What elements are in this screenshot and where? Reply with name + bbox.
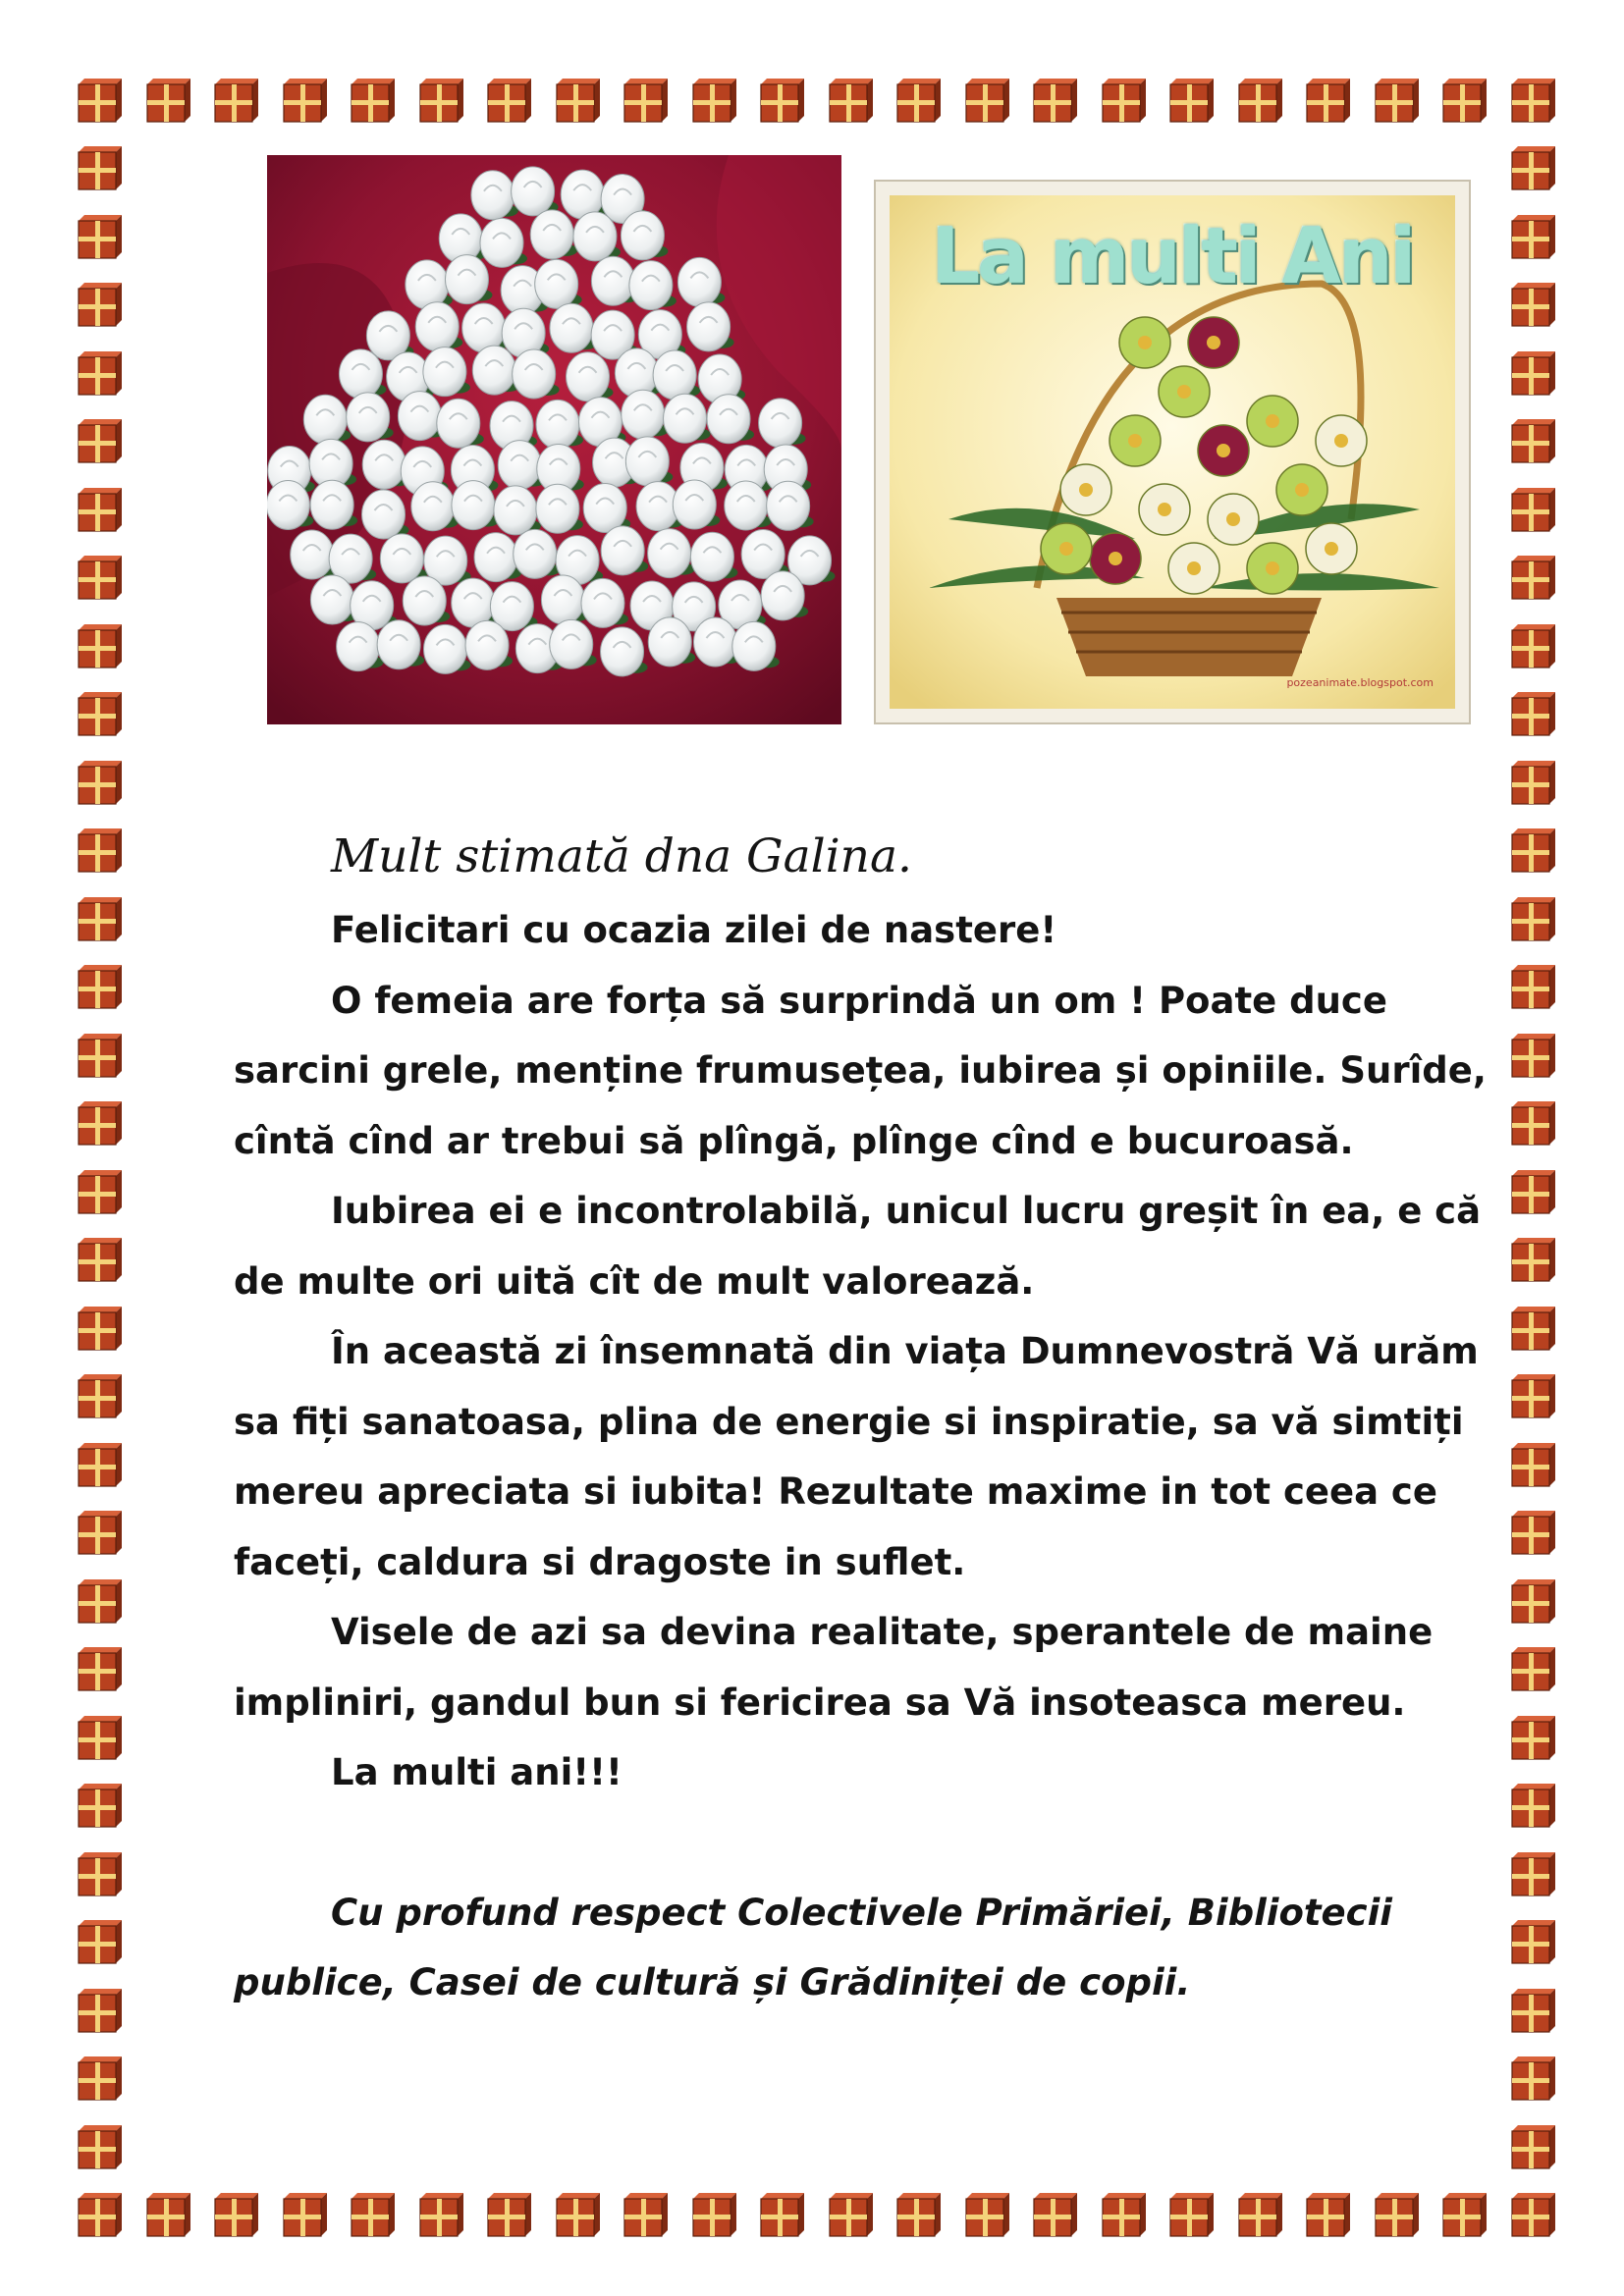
gift-box-icon: [346, 2187, 399, 2240]
gift-box-icon: [1233, 2187, 1286, 2240]
gift-box-icon: [73, 891, 126, 944]
gift-box-icon: [1506, 1437, 1559, 1490]
gift-box-icon: [1506, 1028, 1559, 1081]
gift-box-icon: [1506, 1301, 1559, 1354]
gift-box-icon: [73, 618, 126, 671]
gift-box-icon: [73, 209, 126, 262]
gift-box-icon: [1506, 618, 1559, 671]
gift-box-icon: [73, 1846, 126, 1899]
gift-box-icon: [1506, 1164, 1559, 1217]
gift-box-icon: [1506, 2051, 1559, 2104]
basket-title: La multi Ani: [931, 213, 1414, 301]
gift-box-icon: [1028, 73, 1081, 126]
gift-box-icon: [1506, 1641, 1559, 1694]
gift-box-icon: [960, 73, 1013, 126]
gift-box-icon: [1506, 686, 1559, 739]
gift-box-icon: [1301, 73, 1354, 126]
gift-box-icon: [1506, 550, 1559, 603]
gift-box-icon: [482, 2187, 535, 2240]
gift-box-icon: [1437, 2187, 1490, 2240]
letter-paragraph: O femeia are forța să surprindă un om ! Poate duce sarcini grele, menține frumusețea, iubirea și opiniile. Surîde, cîntă cînd ar trebui să plîngă, plînge cînd e bucuroasă.: [234, 979, 1487, 1162]
white-roses-bouquet-icon: [267, 155, 841, 724]
gift-box-icon: [73, 1641, 126, 1694]
letter-signature: Cu profund respect Colectivele Primăriei, Bibliotecii publice, Casei de cultură și Grădiniței de copii.: [234, 1891, 1392, 2003]
gift-box-icon: [1506, 1710, 1559, 1763]
gift-box-icon: [73, 823, 126, 876]
gift-box-icon: [892, 73, 945, 126]
gift-box-icon: [1164, 2187, 1218, 2240]
gift-box-icon: [1506, 1574, 1559, 1627]
gift-box-icon: [73, 1505, 126, 1558]
gift-box-icon: [1164, 73, 1218, 126]
gift-box-icon: [414, 73, 467, 126]
gift-box-icon: [73, 1368, 126, 1421]
gift-box-icon: [73, 755, 126, 808]
gift-box-icon: [73, 2187, 126, 2240]
image-watermark: pozeanimate.blogspot.com: [1286, 676, 1434, 689]
gift-box-icon: [892, 2187, 945, 2240]
gift-box-icon: [1506, 482, 1559, 535]
gift-box-icon: [73, 1301, 126, 1354]
gift-box-icon: [73, 140, 126, 193]
gift-box-icon: [73, 2051, 126, 2104]
gift-box-icon: [346, 73, 399, 126]
gift-box-icon: [1506, 1778, 1559, 1831]
gift-box-icon: [1028, 2187, 1081, 2240]
gift-box-icon: [73, 277, 126, 330]
letter-greeting: Mult stimată dna Galina.: [331, 829, 912, 883]
gift-box-icon: [551, 73, 604, 126]
gift-box-icon: [1506, 1232, 1559, 1285]
gift-box-icon: [551, 2187, 604, 2240]
gift-box-icon: [73, 550, 126, 603]
gift-box-icon: [1506, 823, 1559, 876]
letter-paragraph: Felicitari cu ocazia zilei de nastere!: [331, 909, 1057, 951]
gift-box-icon: [1506, 1505, 1559, 1558]
gift-box-icon: [619, 73, 672, 126]
gift-box-icon: [73, 1164, 126, 1217]
letter-paragraph: La multi ani!!!: [331, 1751, 623, 1793]
gift-box-icon: [73, 1914, 126, 1967]
gift-box-icon: [687, 2187, 740, 2240]
gift-box-icon: [73, 2119, 126, 2172]
gift-box-icon: [1301, 2187, 1354, 2240]
gift-box-icon: [1506, 2187, 1559, 2240]
gift-box-icon: [141, 2187, 194, 2240]
gift-box-icon: [1506, 891, 1559, 944]
letter-paragraph: Visele de azi sa devina realitate, sperantele de maine impliniri, gandul bun si fericirea sa Vă insoteasca mereu.: [234, 1611, 1434, 1724]
gift-box-icon: [1506, 755, 1559, 808]
gift-box-icon: [1097, 73, 1150, 126]
gift-box-icon: [1506, 73, 1559, 126]
gift-box-icon: [1506, 1368, 1559, 1421]
gift-box-icon: [1506, 1983, 1559, 2036]
gift-box-icon: [1506, 1846, 1559, 1899]
gift-box-icon: [414, 2187, 467, 2240]
gift-box-icon: [73, 1983, 126, 2036]
gift-box-icon: [73, 482, 126, 535]
gift-box-icon: [73, 686, 126, 739]
basket-greeting-card-photo: [874, 180, 1471, 724]
gift-box-icon: [278, 2187, 331, 2240]
gift-box-icon: [1506, 1095, 1559, 1148]
gift-box-icon: [960, 2187, 1013, 2240]
letter-paragraph: Iubirea ei e incontrolabilă, unicul lucru greșit în ea, e că de multe ori uită cît de mult valorează.: [234, 1190, 1482, 1303]
gift-box-icon: [73, 1095, 126, 1148]
gift-box-icon: [141, 73, 194, 126]
gift-box-icon: [73, 1437, 126, 1490]
gift-box-icon: [1506, 413, 1559, 466]
gift-box-icon: [278, 73, 331, 126]
gift-box-icon: [73, 959, 126, 1012]
gift-box-icon: [1506, 346, 1559, 399]
gift-box-icon: [1097, 2187, 1150, 2240]
basket-image: [890, 195, 1455, 709]
gift-box-icon: [824, 73, 877, 126]
gift-box-icon: [687, 73, 740, 126]
gift-box-icon: [1506, 277, 1559, 330]
gift-box-icon: [1506, 2119, 1559, 2172]
birthday-letter: [234, 823, 1500, 2018]
gift-box-icon: [1506, 140, 1559, 193]
gift-box-icon: [73, 413, 126, 466]
gift-box-icon: [1370, 2187, 1423, 2240]
gift-box-icon: [209, 73, 262, 126]
gift-box-icon: [209, 2187, 262, 2240]
gift-box-icon: [1370, 73, 1423, 126]
gift-box-icon: [1437, 73, 1490, 126]
gift-box-icon: [619, 2187, 672, 2240]
gift-box-icon: [1506, 1914, 1559, 1967]
gift-box-icon: [1506, 959, 1559, 1012]
gift-box-icon: [824, 2187, 877, 2240]
gift-box-icon: [755, 73, 808, 126]
gift-box-icon: [73, 1028, 126, 1081]
gift-box-icon: [1506, 209, 1559, 262]
gift-box-icon: [73, 73, 126, 126]
gift-box-icon: [73, 1778, 126, 1831]
gift-box-icon: [73, 1232, 126, 1285]
gift-box-icon: [73, 1574, 126, 1627]
letter-paragraph: În această zi însemnată din viața Dumnevostră Vă urăm sa fiți sanatoasa, plina de energie si inspiratie, sa vă simtiți mereu apreciata si iubita! Rezultate maxime in tot ceea ce faceți, caldura si dragoste in suflet.: [234, 1330, 1479, 1583]
gift-box-icon: [482, 73, 535, 126]
gift-box-icon: [755, 2187, 808, 2240]
gift-box-icon: [73, 1710, 126, 1763]
white-roses-photo: [267, 155, 841, 724]
gift-box-icon: [73, 346, 126, 399]
gift-box-icon: [1233, 73, 1286, 126]
